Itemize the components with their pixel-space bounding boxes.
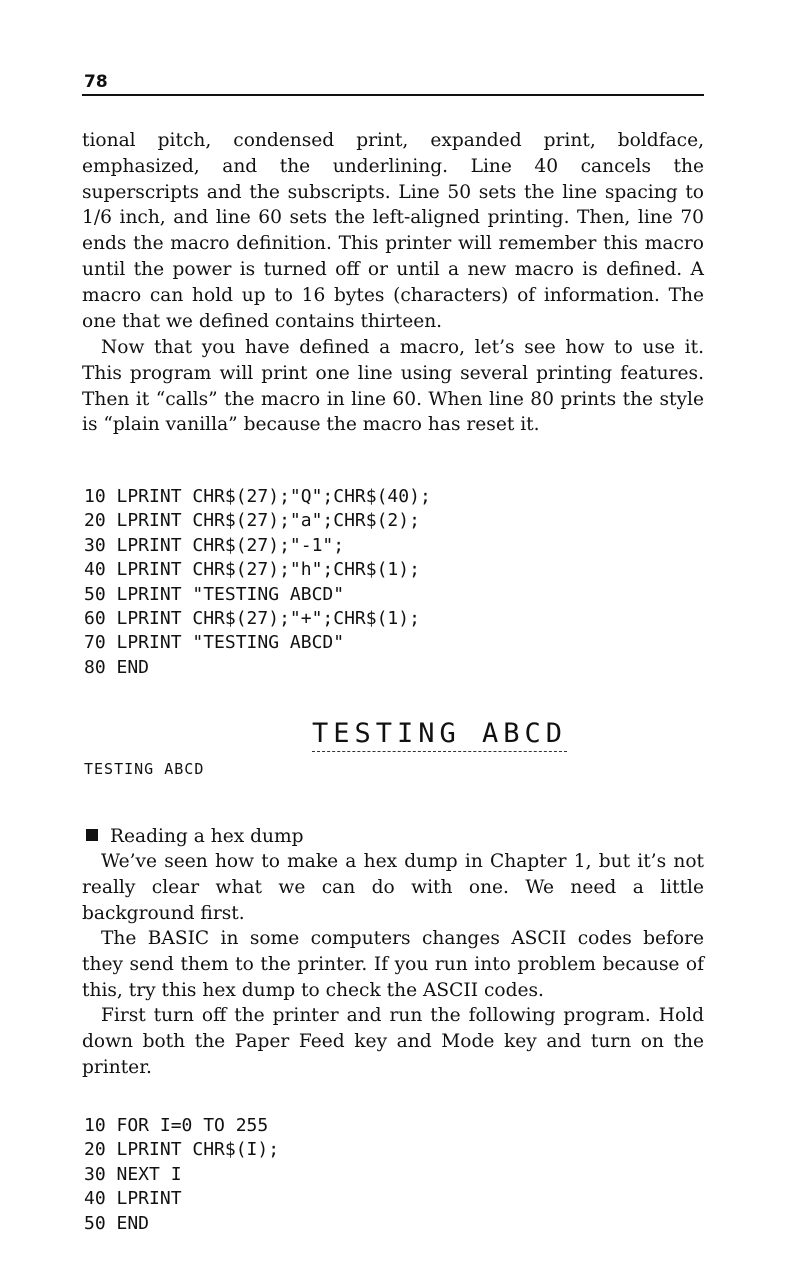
square-bullet-icon [86, 829, 98, 841]
code-line: 50 END [84, 1212, 150, 1234]
code-listing-hex-dump [84, 1114, 279, 1236]
code-line: 10 FOR I=0 TO 255 [84, 1115, 269, 1136]
section-heading-text: Reading a hex dump [110, 826, 304, 847]
code-line: 60 LPRINT CHR$(27);"+";CHR$(1); [84, 608, 420, 630]
paragraph-using-macro [82, 335, 704, 438]
code-line: 10 LPRINT CHR$(27);"Q";CHR$(40); [84, 486, 431, 507]
code-line: 30 NEXT I [84, 1163, 182, 1185]
paragraph-text: The BASIC in some computers changes ASCII codes before they send them to the printer. If you run into problem because of this, try this hex dump to check the ASCII codes. [82, 928, 704, 1001]
paragraph-text: tional pitch, condensed print, expanded print, boldface, emphasized, and the underlining. Line 40 cancels the superscripts and the subscripts. Line 50 sets the line spacing to 1/6 inch, and line 60 sets the left-aligned printing. Then, line 70 ends the macro definition. This printer will remember this macro until the power is turned off or until a new macro is defined. A macro can hold up to 16 bytes (characters) of information. The one that we defined contains thirteen. [82, 130, 704, 332]
section-heading [86, 824, 304, 850]
code-line: 20 LPRINT CHR$(I); [84, 1139, 280, 1161]
code-line: 20 LPRINT CHR$(27);"a";CHR$(2); [84, 510, 420, 532]
code-line: 40 LPRINT CHR$(27);"h";CHR$(1); [84, 559, 420, 581]
page-number: 78 [84, 72, 108, 92]
code-listing-macro-test [84, 485, 431, 680]
code-line: 50 LPRINT "TESTING ABCD" [84, 583, 345, 605]
paragraph-instructions [82, 1003, 704, 1080]
paragraph-text: Now that you have defined a macro, let’s see how to use it. This program will print one line using several printing features. Then it “calls” the macro in line 60. When line 80 prints the style is “plain vanilla” because the macro has reset it. [82, 337, 704, 436]
paragraph-basic-ascii [82, 926, 704, 1003]
print-sample-expanded: TESTING ABCD [312, 717, 567, 752]
code-line: 40 LPRINT [84, 1188, 182, 1210]
paragraph-text: First turn off the printer and run the following program. Hold down both the Paper Feed key and Mode key and turn on the printer. [82, 1005, 704, 1078]
paragraph-hex-dump-intro [82, 849, 704, 926]
code-line: 80 END [84, 656, 150, 678]
paragraph-text: We’ve seen how to make a hex dump in Chapter 1, but it’s not really clear what we can do with one. We need a little background first. [82, 851, 704, 924]
code-line: 30 LPRINT CHR$(27);"-1"; [84, 534, 345, 556]
paragraph-macro-description [82, 128, 704, 334]
code-line: 70 LPRINT "TESTING ABCD" [84, 632, 345, 654]
print-sample-plain: TESTING ABCD [84, 760, 205, 778]
header-rule [82, 94, 704, 96]
